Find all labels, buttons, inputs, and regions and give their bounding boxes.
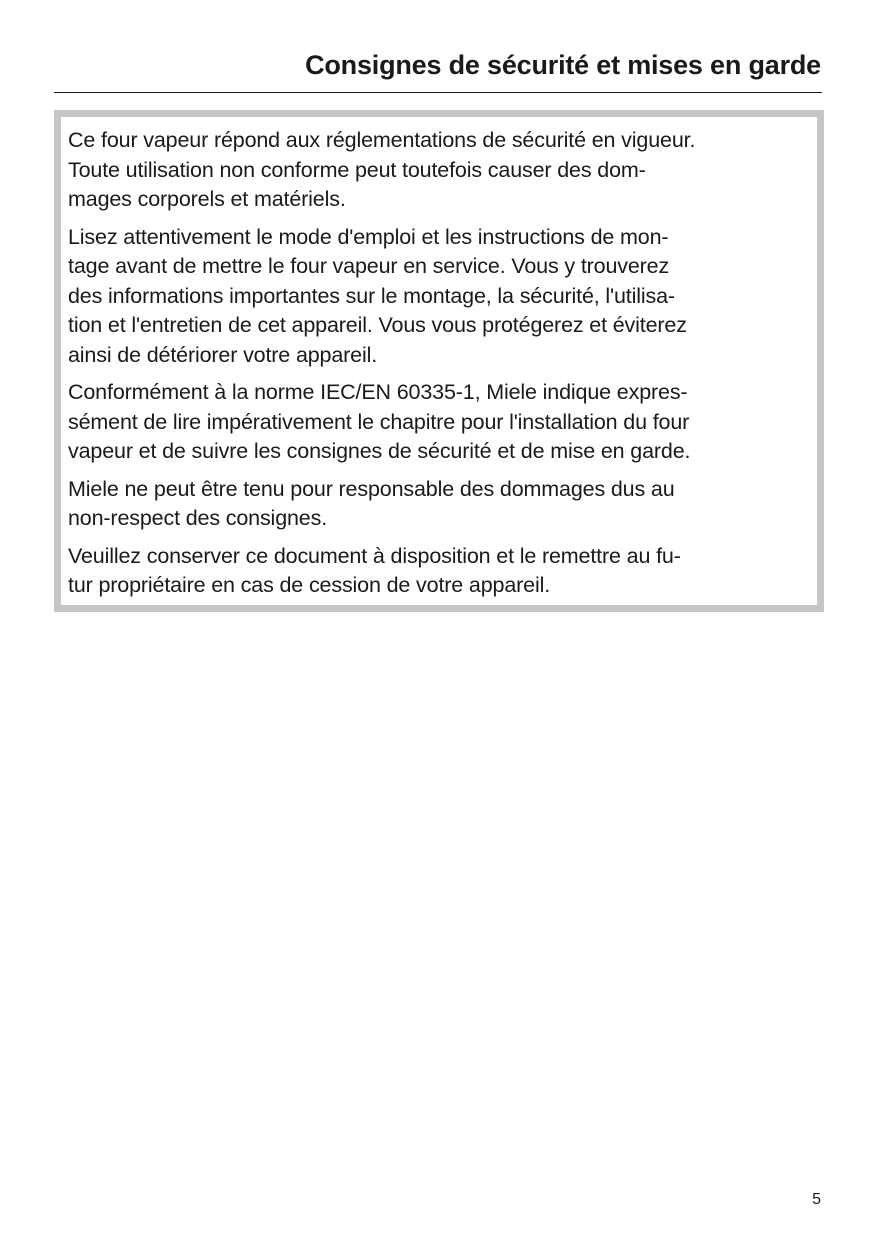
notice-paragraph-4: Miele ne peut être tenu pour responsable des dommages dus au non-respect des consignes. (68, 476, 675, 530)
notice-paragraph-2: Lisez attentivement le mode d'emploi et les instructions de mon- tage avant de mettre le four vapeur en service. Vous y trouverez des informations importantes sur le montage, la sécurité, l'utilisa- tion et l'entretien de cet appareil. Vous vous protégerez et éviterez ainsi de détériorer votre appareil. (68, 224, 687, 367)
page-title: Consignes de sécurité et mises en garde (305, 50, 821, 80)
notice-paragraph-3: Conformément à la norme IEC/EN 60335-1, Miele indique expres- sément de lire impérativement le chapitre pour l'installation du four vapeur et de suivre les consignes de sécurité et de mise en garde. (68, 380, 691, 463)
safety-notice-box (54, 110, 824, 612)
notice-paragraph-1: Ce four vapeur répond aux réglementations de sécurité en vigueur. Toute utilisation non conforme peut toutefois causer des dom- mages corporels et matériels. (68, 128, 696, 211)
notice-paragraph-5: Veuillez conserver ce document à disposition et le remettre au fu- tur propriétaire en cas de cession de votre appareil. (68, 543, 681, 597)
title-divider (54, 92, 822, 93)
page-number: 5 (812, 1191, 821, 1208)
